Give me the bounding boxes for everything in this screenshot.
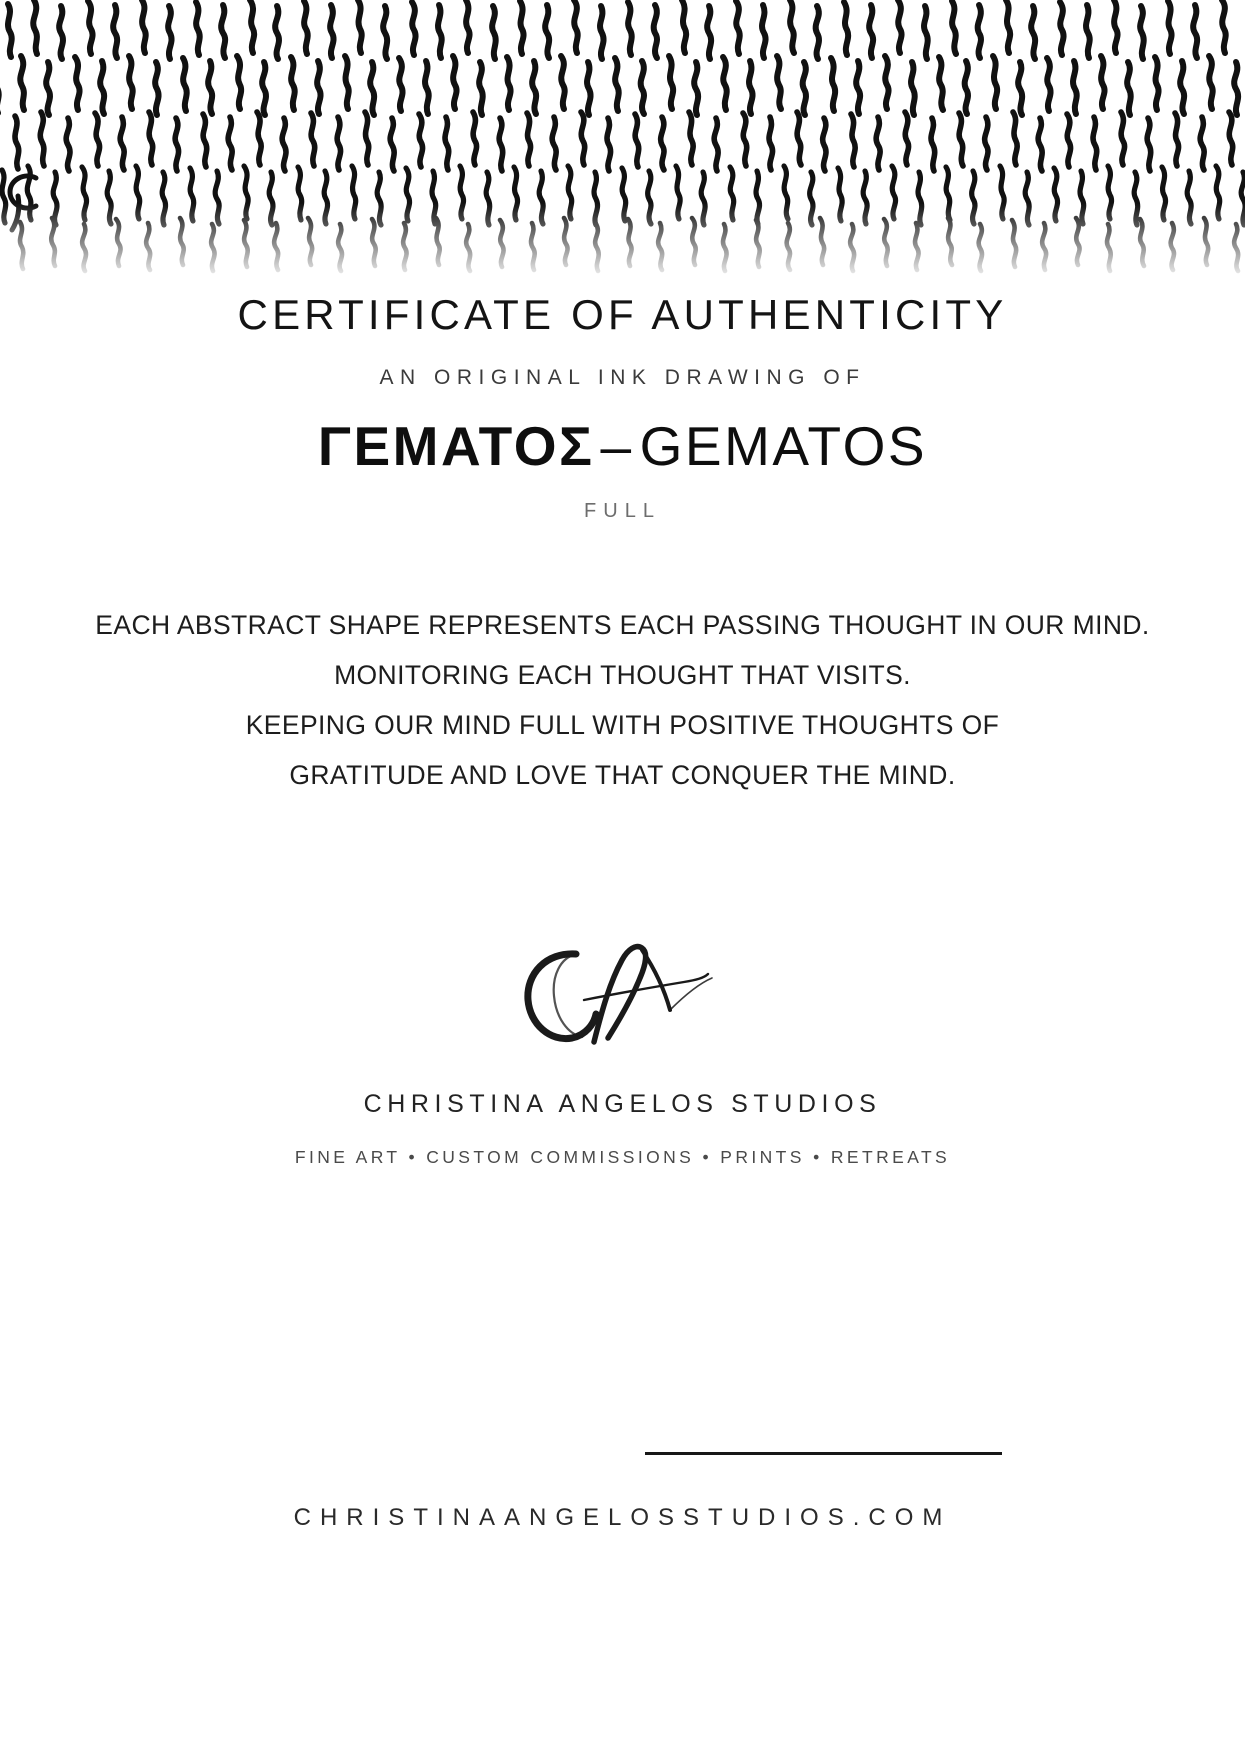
monogram-signature-icon (498, 938, 748, 1058)
description-line-1: EACH ABSTRACT SHAPE REPRESENTS EACH PASSING THOUGHT IN OUR MIND. (95, 610, 1150, 640)
ink-abstract-artwork (0, 0, 1245, 282)
artwork-subname: FULL (584, 499, 661, 522)
signature-rule-line (645, 1452, 1002, 1455)
artwork-title-dash: – (600, 415, 634, 478)
description-line-4: GRATITUDE AND LOVE THAT CONQUER THE MIND. (289, 760, 956, 790)
ink-artwork-band (0, 0, 1245, 282)
studio-block (0, 1090, 1245, 1168)
certificate-header (0, 292, 1245, 523)
footer-website: CHRISTINAANGELOSSTUDIOS.COM (293, 1504, 952, 1531)
description-line-2: MONITORING EACH THOUGHT THAT VISITS. (334, 660, 911, 690)
artwork-title (0, 416, 1245, 478)
artwork-title-latin: GEMATOS (639, 415, 928, 478)
artwork-title-greek: ΓΕΜΑΤΟΣ (317, 415, 595, 478)
certificate-subtitle: AN ORIGINAL INK DRAWING OF (379, 366, 866, 390)
certificate-title: CERTIFICATE OF AUTHENTICITY (237, 291, 1008, 338)
studio-name: CHRISTINA ANGELOS STUDIOS (363, 1090, 882, 1118)
artwork-description (0, 600, 1245, 800)
description-line-3: KEEPING OUR MIND FULL WITH POSITIVE THOUGHTS OF (245, 710, 1000, 740)
signature-block (0, 938, 1245, 1058)
studio-tagline: FINE ART • CUSTOM COMMISSIONS • PRINTS • RETREATS (294, 1147, 951, 1167)
